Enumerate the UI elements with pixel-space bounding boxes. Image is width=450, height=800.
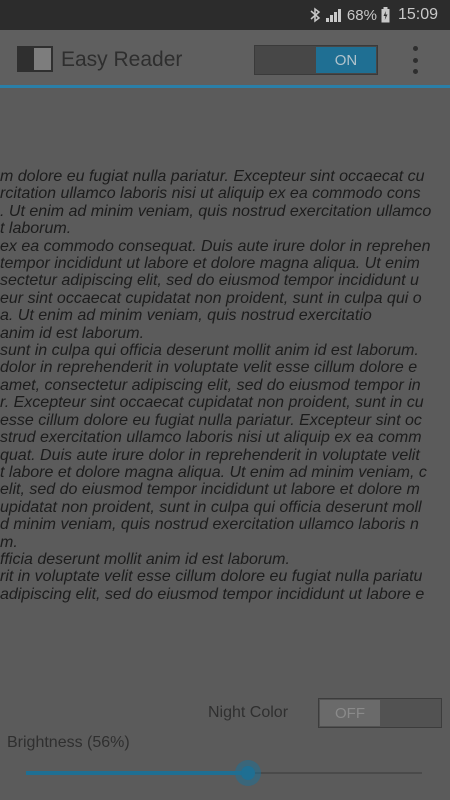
brightness-slider[interactable]	[26, 760, 422, 786]
brightness-slider-thumb[interactable]	[235, 760, 261, 786]
reader-line: m.	[0, 533, 18, 551]
reader-line: a. Ut enim ad minim veniam, quis nostrud exercitatio	[0, 307, 372, 325]
reader-line: eur sint occaecat cupidatat non proident, sunt in culpa qui o	[0, 289, 422, 307]
reader-line: rit in voluptate velit esse cillum dolore eu fugiat nulla pariatu	[0, 568, 423, 586]
reader-line: anim id est laborum.	[0, 324, 145, 342]
reader-toggle-label: ON	[316, 47, 376, 73]
reader-line: d minim veniam, quis nostrud exercitation ullamco laboris n	[0, 516, 419, 534]
overflow-menu-icon[interactable]	[405, 44, 425, 76]
brightness-label: Brightness (56%)	[7, 734, 130, 751]
battery-charging-icon	[381, 7, 390, 23]
reader-line: fficia deserunt mollit anim id est laborum.	[0, 550, 290, 568]
reader-line: dolor in reprehenderit in voluptate velit esse cillum dolore e	[0, 359, 418, 377]
reader-line: t laborum.	[0, 220, 72, 238]
reader-line: strud exercitation ullamco laboris nisi ut aliquip ex ea comm	[0, 429, 422, 447]
reader-text	[0, 168, 450, 608]
reader-line: elit, sed do eiusmod tempor incididunt ut labore et dolore m	[0, 481, 420, 499]
reader-toggle[interactable]	[254, 45, 378, 75]
app-title: Easy Reader	[61, 48, 183, 71]
reader-line: t labore et dolore magna aliqua. Ut enim ad minim veniam, c	[0, 463, 427, 481]
status-bar	[0, 0, 450, 30]
night-color-toggle[interactable]	[318, 698, 442, 728]
reader-line: upidatat non proident, sunt in culpa qui officia deserunt moll	[0, 498, 422, 516]
reader-line: m dolore eu fugiat nulla pariatur. Excepteur sint occaecat cu	[0, 168, 425, 185]
status-time: 15:09	[397, 6, 438, 23]
reader-line: . Ut enim ad minim veniam, quis nostrud exercitation ullamco	[0, 202, 432, 220]
reader-line: ex ea commodo consequat. Duis aute irure dolor in reprehen	[0, 237, 431, 255]
reader-line: sectetur adipiscing elit, sed do eiusmod tempor incididunt u	[0, 272, 419, 290]
cell-signal-icon	[325, 8, 343, 22]
reader-line: tempor incididunt ut labore et dolore magna aliqua. Ut enim	[0, 255, 420, 273]
reader-line: rcitation ullamco laboris nisi ut aliquip ex ea commodo cons	[0, 185, 421, 203]
reader-line: adipiscing elit, sed do eiusmod tempor incididunt ut labore e	[0, 585, 425, 603]
night-color-label: Night Color	[208, 704, 289, 721]
app-bar	[0, 30, 450, 88]
night-color-toggle-label: OFF	[320, 700, 380, 726]
reader-line: quat. Duis aute irure dolor in reprehenderit in voluptate velit	[0, 446, 420, 464]
battery-percent: 68%	[346, 6, 377, 24]
reader-line: r. Excepteur sint occaecat cupidatat non proident, sunt in cu	[0, 394, 424, 412]
reader-line: amet, consectetur adipiscing elit, sed do eiusmod tempor in	[0, 376, 421, 394]
app-logo-icon	[17, 46, 53, 72]
brightness-slider-fill	[26, 771, 248, 775]
reader-line: esse cillum dolore eu fugiat nulla pariatur. Excepteur sint oc	[0, 411, 422, 429]
bluetooth-icon	[309, 7, 321, 23]
reader-line: sunt in culpa qui officia deserunt mollit anim id est laborum.	[0, 342, 419, 360]
